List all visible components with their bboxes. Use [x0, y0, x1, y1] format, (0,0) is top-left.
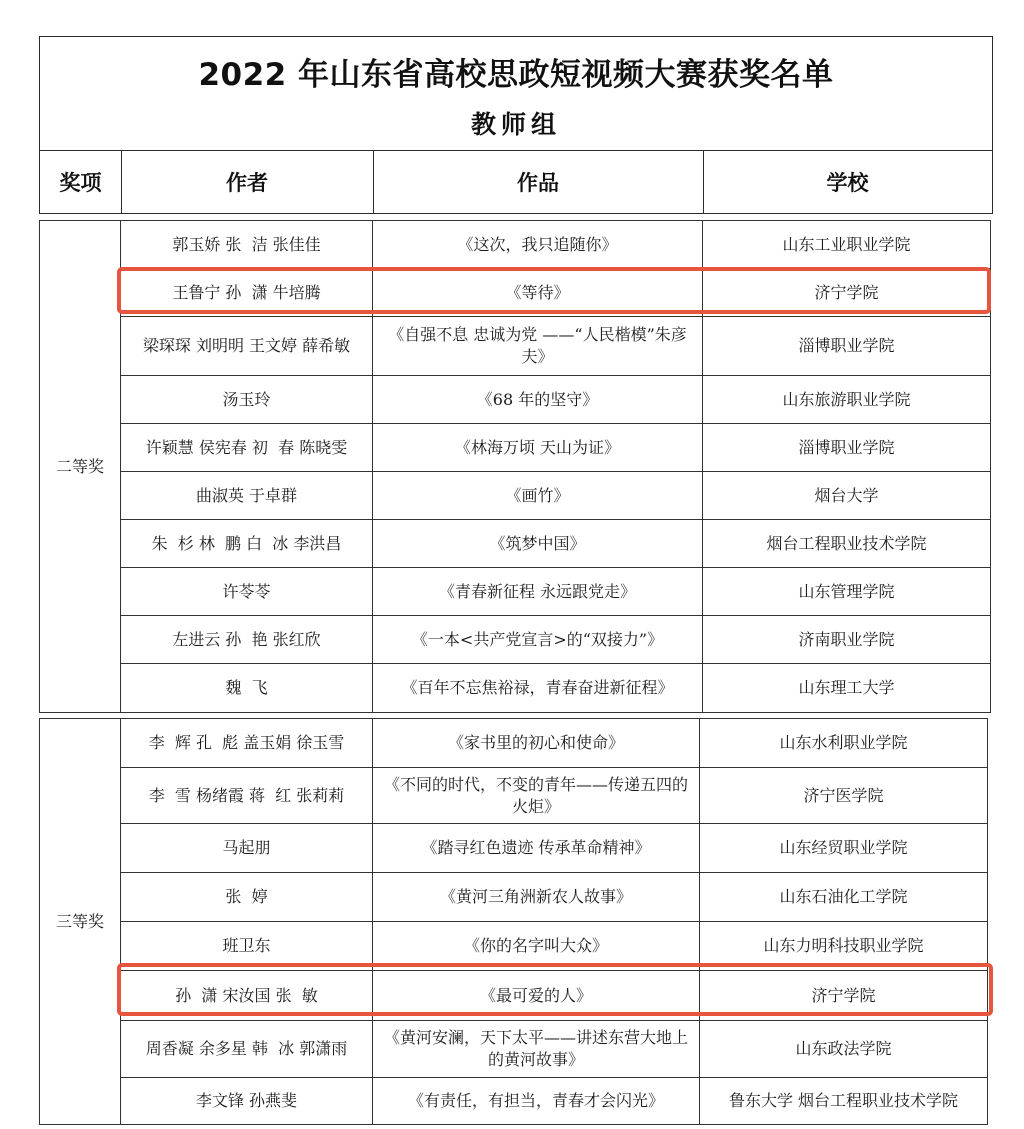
- school-cell: 山东力明科技职业学院: [700, 922, 988, 971]
- work-cell: 《不同的时代，不变的青年——传递五四的火炬》: [373, 768, 700, 824]
- author-cell: 汤玉玲: [121, 376, 373, 424]
- author-cell: 朱 杉 林 鹏 白 冰 李洪昌: [121, 520, 373, 568]
- work-cell: 《家书里的初心和使命》: [373, 719, 700, 768]
- author-cell: 张 婷: [121, 873, 373, 922]
- second-prize-table: [39, 220, 991, 713]
- table-row: [40, 317, 991, 376]
- author-cell: 郭玉娇 张 洁 张佳佳: [121, 221, 373, 269]
- author-cell: 李文锋 孙燕斐: [121, 1078, 373, 1125]
- work-cell: 《有责任，有担当，青春才会闪光》: [373, 1078, 700, 1125]
- table-row: [40, 568, 991, 616]
- table-row: [40, 616, 991, 664]
- author-cell: 许苓苓: [121, 568, 373, 616]
- column-header-work: 作品: [517, 171, 559, 195]
- table-row: [40, 520, 991, 568]
- school-cell: 山东管理学院: [703, 568, 991, 616]
- table-row: [40, 719, 988, 768]
- school-cell: 山东经贸职业学院: [700, 824, 988, 873]
- author-cell: 王鲁宁 孙 潇 牛培腾: [121, 269, 373, 317]
- school-cell: 山东旅游职业学院: [703, 376, 991, 424]
- work-cell: 《等待》: [373, 269, 703, 317]
- award-cell: 三等奖: [40, 719, 121, 1125]
- author-cell: 孙 潇 宋汝国 张 敏: [121, 971, 373, 1021]
- work-cell: 《最可爱的人》: [373, 971, 700, 1021]
- work-cell: 《68 年的坚守》: [373, 376, 703, 424]
- work-cell: 《踏寻红色遗迹 传承革命精神》: [373, 824, 700, 873]
- work-cell: 《百年不忘焦裕禄，青春奋进新征程》: [373, 664, 703, 713]
- author-cell: 马起朋: [121, 824, 373, 873]
- work-cell: 《青春新征程 永远跟党走》: [373, 568, 703, 616]
- work-cell: 《自强不息 忠诚为党 ——“人民楷模”朱彦夫》: [373, 317, 703, 376]
- award-cell: 二等奖: [40, 221, 121, 713]
- author-cell: 左进云 孙 艳 张红欣: [121, 616, 373, 664]
- page-title: 2022 年山东省高校思政短视频大赛获奖名单: [198, 57, 834, 93]
- school-cell: 济南职业学院: [703, 616, 991, 664]
- table-row: [40, 472, 991, 520]
- school-cell: 济宁学院: [703, 269, 991, 317]
- column-header-school: 学校: [826, 171, 869, 195]
- author-cell: 李 辉 孔 彪 盖玉娟 徐玉雪: [121, 719, 373, 768]
- school-cell: 淄博职业学院: [703, 317, 991, 376]
- table-row: [40, 768, 988, 824]
- table-header-block: [39, 36, 993, 214]
- author-cell: 周香凝 余多星 韩 冰 郭潇雨: [121, 1021, 373, 1078]
- author-cell: 魏 飞: [121, 664, 373, 713]
- school-cell: 烟台工程职业技术学院: [703, 520, 991, 568]
- school-cell: 淄博职业学院: [703, 424, 991, 472]
- school-cell: 鲁东大学 烟台工程职业技术学院: [700, 1078, 988, 1125]
- table-row: [40, 971, 988, 1021]
- work-cell: 《画竹》: [373, 472, 703, 520]
- author-cell: 曲淑英 于卓群: [121, 472, 373, 520]
- table-row: [40, 873, 988, 922]
- work-cell: 《这次，我只追随你》: [373, 221, 703, 269]
- third-prize-table: [39, 718, 988, 1125]
- author-cell: 梁琛琛 刘明明 王文婷 薛希敏: [121, 317, 373, 376]
- work-cell: 《筑梦中国》: [373, 520, 703, 568]
- work-cell: 《黄河三角洲新农人故事》: [373, 873, 700, 922]
- author-cell: 李 雪 杨绪霞 蒋 红 张莉莉: [121, 768, 373, 824]
- work-cell: 《黄河安澜，天下太平——讲述东营大地上的黄河故事》: [373, 1021, 700, 1078]
- table-row: [40, 269, 991, 317]
- column-header-award: 奖项: [59, 171, 102, 195]
- work-cell: 《一本<共产党宣言>的“双接力”》: [373, 616, 703, 664]
- school-cell: 济宁医学院: [700, 768, 988, 824]
- school-cell: 山东政法学院: [700, 1021, 988, 1078]
- work-cell: 《林海万顷 天山为证》: [373, 424, 703, 472]
- school-cell: 山东水利职业学院: [700, 719, 988, 768]
- school-cell: 济宁学院: [700, 971, 988, 1021]
- work-cell: 《你的名字叫大众》: [373, 922, 700, 971]
- school-cell: 山东理工大学: [703, 664, 991, 713]
- table-row: [40, 376, 991, 424]
- school-cell: 山东石油化工学院: [700, 873, 988, 922]
- school-cell: 山东工业职业学院: [703, 221, 991, 269]
- column-header-author: 作者: [226, 171, 268, 195]
- author-cell: 班卫东: [121, 922, 373, 971]
- table-row: [40, 1021, 988, 1078]
- table-row: [40, 664, 991, 713]
- author-cell: 许颖慧 侯宪春 初 春 陈晓雯: [121, 424, 373, 472]
- table-row: [40, 922, 988, 971]
- table-row: [40, 1078, 988, 1125]
- column-header-row: [40, 150, 992, 213]
- table-row: [40, 824, 988, 873]
- table-row: [40, 424, 991, 472]
- school-cell: 烟台大学: [703, 472, 991, 520]
- table-row: [40, 221, 991, 269]
- group-subtitle: 教师组: [470, 110, 561, 139]
